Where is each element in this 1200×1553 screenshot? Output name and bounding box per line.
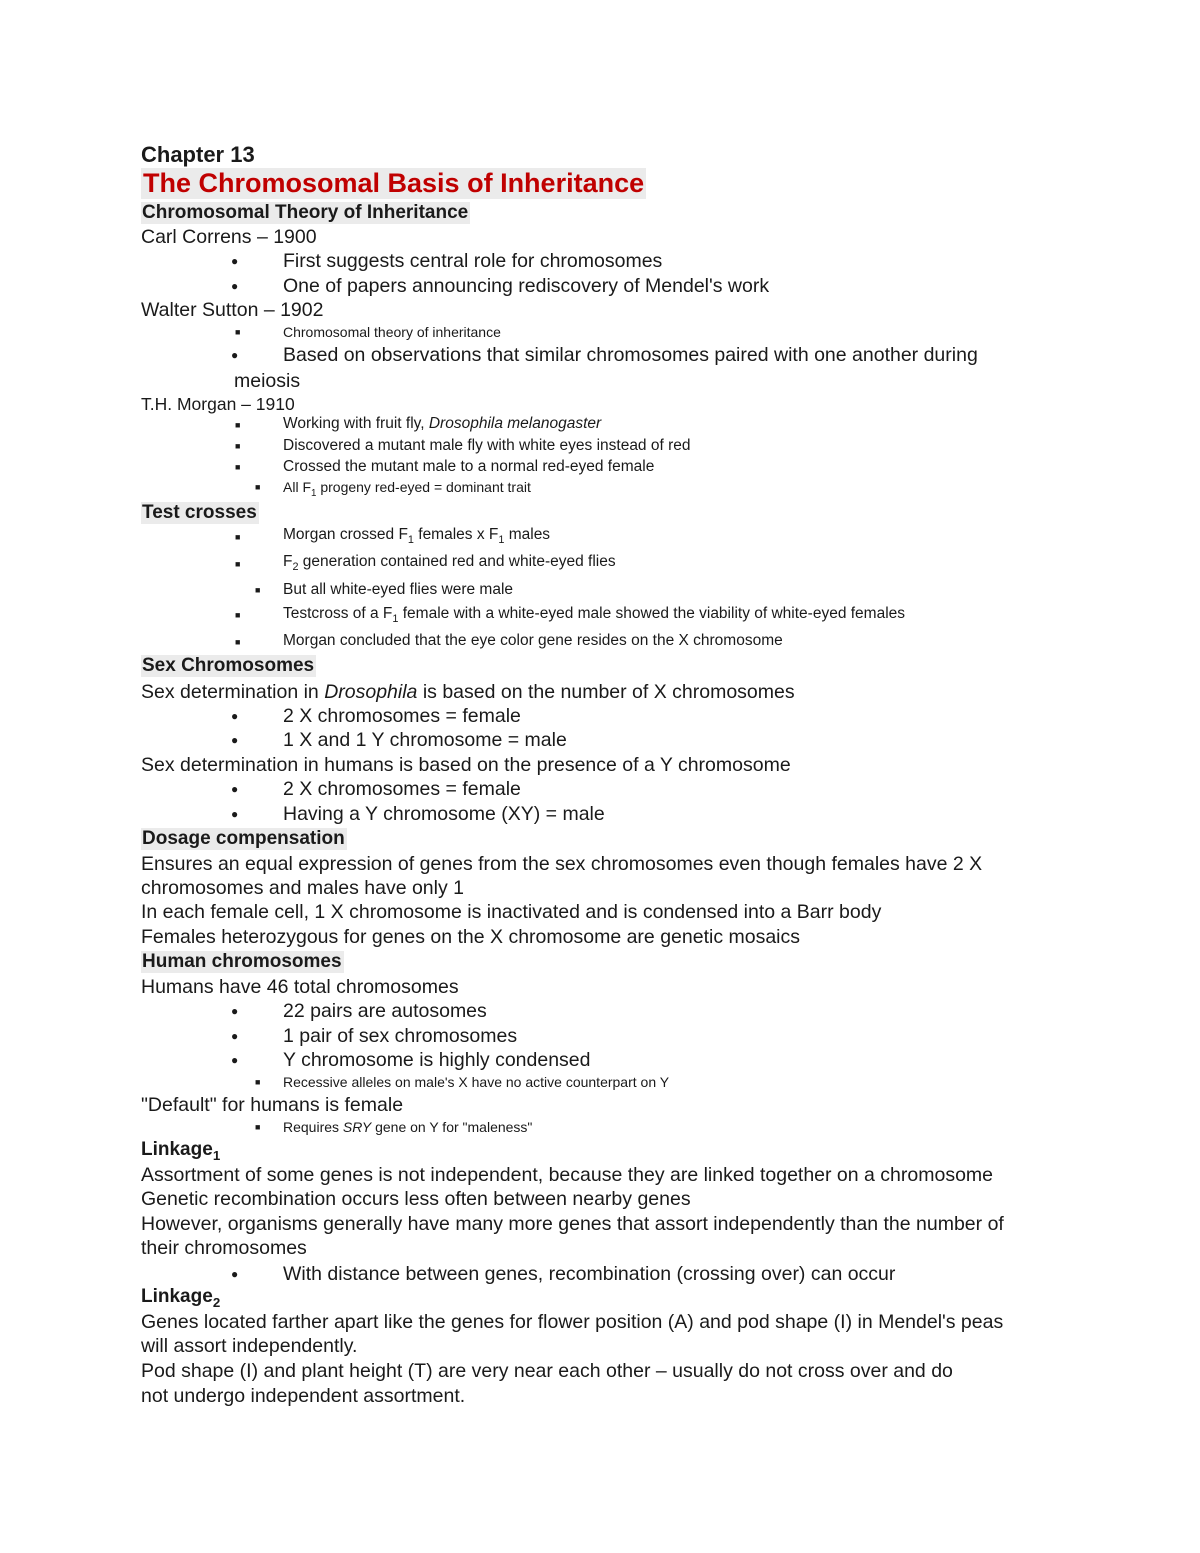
list-item: Working with fruit fly, Drosophila melanogaster bbox=[283, 415, 602, 432]
paragraph: Assortment of some genes is not independent, because they are linked together on a chromosome bbox=[141, 1164, 994, 1186]
morgan-line: T.H. Morgan – 1910 bbox=[141, 394, 295, 414]
chapter-label: Chapter 13 bbox=[141, 142, 255, 167]
list-item: Discovered a mutant male fly with white eyes instead of red bbox=[283, 437, 691, 454]
list-item: Chromosomal theory of inheritance bbox=[283, 324, 501, 340]
list-item-continuation: meiosis bbox=[234, 370, 301, 392]
square-bullet-icon: ■ bbox=[255, 1122, 261, 1132]
square-bullet-icon: ■ bbox=[255, 1077, 261, 1087]
square-bullet-icon: ■ bbox=[235, 532, 241, 542]
sutton-line: Walter Sutton – 1902 bbox=[141, 299, 324, 321]
list-item: 2 X chromosomes = female bbox=[283, 778, 521, 800]
square-bullet-icon: ■ bbox=[235, 327, 241, 337]
list-item: Y chromosome is highly condensed bbox=[283, 1049, 591, 1071]
paragraph: will assort independently. bbox=[141, 1335, 358, 1357]
bullet-icon: ● bbox=[231, 348, 239, 362]
page-title: The Chromosomal Basis of Inheritance bbox=[143, 168, 645, 198]
paragraph: Genes located farther apart like the genes for flower position (A) and pod shape (I) in Mendel's peas bbox=[141, 1311, 1004, 1333]
section-heading-linkage-2: Linkage$_2$ bbox=[141, 1286, 221, 1310]
bullet-icon: ● bbox=[231, 782, 239, 796]
list-item: Based on observations that similar chromosomes paired with one another during bbox=[283, 344, 978, 366]
bullet-icon: ● bbox=[231, 279, 239, 293]
bullet-icon: ● bbox=[231, 1053, 239, 1067]
paragraph: Genetic recombination occurs less often between nearby genes bbox=[141, 1188, 691, 1210]
list-item: 22 pairs are autosomes bbox=[283, 1000, 487, 1022]
square-bullet-icon: ■ bbox=[235, 559, 241, 569]
paragraph: Sex determination in Drosophila is based on the number of X chromosomes bbox=[141, 681, 795, 703]
paragraph: their chromosomes bbox=[141, 1237, 307, 1259]
list-item: Crossed the mutant male to a normal red-eyed female bbox=[283, 458, 655, 475]
list-item: Recessive alleles on male's X have no active counterpart on Y bbox=[283, 1074, 670, 1090]
list-item: $F_2$ generation contained red and white-eyed flies bbox=[283, 553, 616, 574]
paragraph: Females heterozygous for genes on the X chromosome are genetic mosaics bbox=[141, 926, 801, 948]
paragraph: However, organisms generally have many more genes that assort independently than the number of bbox=[141, 1213, 1004, 1235]
paragraph: chromosomes and males have only 1 bbox=[141, 877, 464, 899]
list-item: But all white-eyed flies were male bbox=[283, 581, 514, 598]
section-heading-human: Human chromosomes bbox=[142, 951, 342, 972]
list-item: One of papers announcing rediscovery of Mendel's work bbox=[283, 275, 770, 297]
list-item: 1 X and 1 Y chromosome = male bbox=[283, 729, 567, 751]
section-heading-sex-chromosomes: Sex Chromosomes bbox=[142, 655, 315, 676]
list-item: Having a Y chromosome (XY) = male bbox=[283, 803, 605, 825]
square-bullet-icon: ■ bbox=[235, 637, 241, 647]
paragraph: Pod shape (I) and plant height (T) are very near each other – usually do not cross over and do bbox=[141, 1360, 953, 1382]
square-bullet-icon: ■ bbox=[235, 462, 241, 472]
list-item: First suggests central role for chromosomes bbox=[283, 250, 663, 272]
section-heading-theory: Chromosomal Theory of Inheritance bbox=[142, 202, 469, 223]
section-heading-dosage: Dosage compensation bbox=[142, 828, 345, 849]
list-item: With distance between genes, recombination (crossing over) can occur bbox=[283, 1263, 896, 1285]
bullet-icon: ● bbox=[231, 733, 239, 747]
paragraph: Ensures an equal expression of genes from the sex chromosomes even though females have 2 X bbox=[141, 853, 983, 875]
bullet-icon: ● bbox=[231, 1267, 239, 1281]
paragraph: "Default" for humans is female bbox=[141, 1094, 404, 1116]
bullet-icon: ● bbox=[231, 1004, 239, 1018]
square-bullet-icon: ■ bbox=[235, 610, 241, 620]
paragraph: Humans have 46 total chromosomes bbox=[141, 976, 459, 998]
bullet-icon: ● bbox=[231, 709, 239, 723]
square-bullet-icon: ■ bbox=[235, 441, 241, 451]
paragraph: not undergo independent assortment. bbox=[141, 1385, 466, 1407]
square-bullet-icon: ■ bbox=[235, 420, 241, 430]
square-bullet-icon: ■ bbox=[255, 585, 261, 595]
list-item: Requires SRY gene on Y for "maleness" bbox=[283, 1119, 533, 1135]
list-item: Morgan concluded that the eye color gene resides on the X chromosome bbox=[283, 632, 783, 649]
section-heading-test-crosses: Test crosses bbox=[142, 502, 257, 523]
section-heading-linkage-1: Linkage$_1$ bbox=[141, 1139, 221, 1163]
list-item: Testcross of a $F_1$ female with a white-eyed male showed the viability of white-eyed females bbox=[283, 605, 906, 626]
bullet-icon: ● bbox=[231, 807, 239, 821]
list-item: All $F_1$ progeny red-eyed = dominant trait bbox=[283, 479, 531, 499]
paragraph: In each female cell, 1 X chromosome is inactivated and is condensed into a Barr body bbox=[141, 901, 882, 923]
list-item: Morgan crossed $F_1$ females x $F_1$ males bbox=[283, 526, 551, 547]
paragraph: Sex determination in humans is based on the presence of a Y chromosome bbox=[141, 754, 791, 776]
square-bullet-icon: ■ bbox=[255, 482, 261, 492]
list-item: 2 X chromosomes = female bbox=[283, 705, 521, 727]
bullet-icon: ● bbox=[231, 1029, 239, 1043]
list-item: 1 pair of sex chromosomes bbox=[283, 1025, 518, 1047]
correns-line: Carl Correns – 1900 bbox=[141, 226, 317, 248]
bullet-icon: ● bbox=[231, 254, 239, 268]
